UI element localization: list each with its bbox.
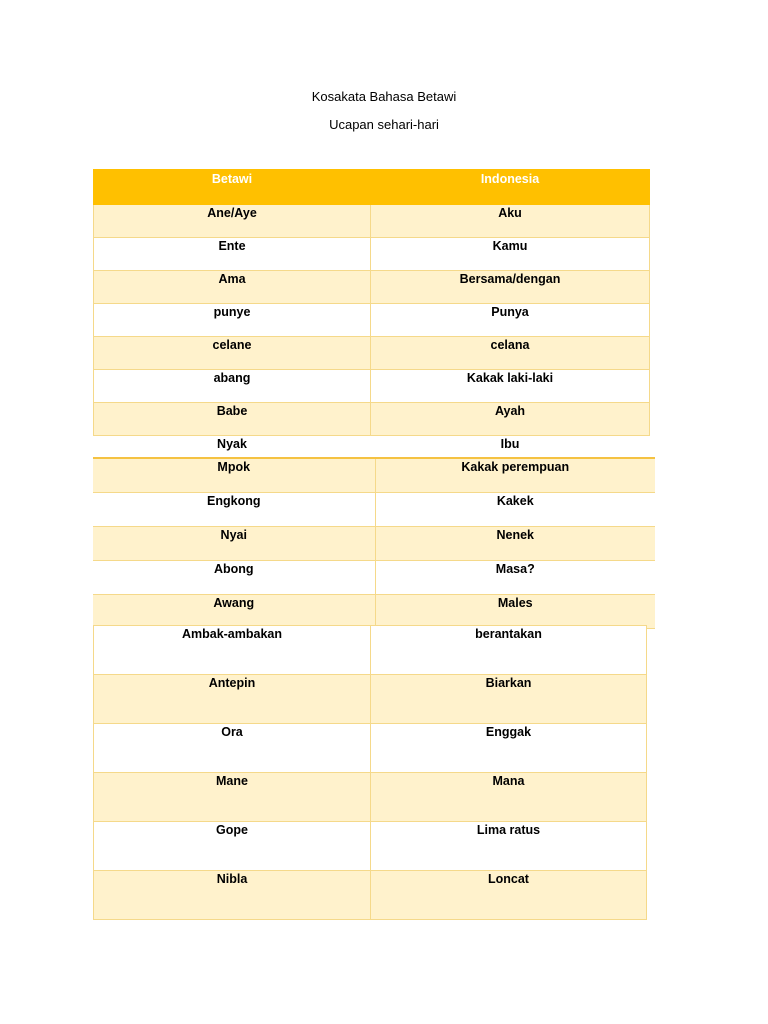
vocabulary-table-2 [93,457,655,629]
indonesia-cell: Kakak laki-laki [371,370,650,403]
table-row [93,527,655,561]
betawi-cell: Babe [94,403,371,436]
indonesia-cell: Lima ratus [371,822,647,871]
betawi-cell: Ambak-ambakan [94,626,371,675]
table-row [94,675,647,724]
table-row [94,403,650,436]
indonesia-cell: Punya [371,304,650,337]
betawi-cell: abang [94,370,371,403]
indonesia-cell: Bersama/dengan [371,271,650,304]
column-header-indonesia: Indonesia [371,170,650,205]
betawi-cell: Nyak [94,436,371,469]
table-row [93,493,655,527]
betawi-cell: celane [94,337,371,370]
indonesia-cell: Loncat [371,871,647,920]
betawi-cell: Mpok [93,458,375,493]
table-row [94,370,650,403]
table-row [94,337,650,370]
vocabulary-table-1 [93,169,650,468]
betawi-cell: Antepin [94,675,371,724]
indonesia-cell: Nenek [375,527,655,561]
indonesia-cell: Biarkan [371,675,647,724]
betawi-cell: Nyai [93,527,375,561]
indonesia-cell: Mana [371,773,647,822]
betawi-cell: Abong [93,561,375,595]
table-row [94,871,647,920]
betawi-cell: Awang [93,595,375,629]
betawi-cell: Ane/Aye [94,205,371,238]
indonesia-cell: Ayah [371,403,650,436]
table-row [93,458,655,493]
indonesia-cell: berantakan [371,626,647,675]
document-subtitle: Ucapan sehari-hari [329,117,439,132]
document-title: Kosakata Bahasa Betawi [311,89,457,104]
column-header-betawi: Betawi [94,170,371,205]
betawi-cell: Engkong [93,493,375,527]
indonesia-cell: Kakek [375,493,655,527]
table-row [94,304,650,337]
table-row [94,822,647,871]
betawi-cell: Ora [94,724,371,773]
indonesia-cell: Kamu [371,238,650,271]
vocabulary-table-3 [93,625,647,920]
indonesia-cell: Aku [371,205,650,238]
betawi-cell: punye [94,304,371,337]
table-row [94,271,650,304]
betawi-cell: Ente [94,238,371,271]
table-row [94,724,647,773]
indonesia-cell: Ibu [371,436,650,469]
indonesia-cell: celana [371,337,650,370]
betawi-cell: Gope [94,822,371,871]
table-row [93,595,655,629]
indonesia-cell: Kakak perempuan [375,458,655,493]
indonesia-cell: Males [375,595,655,629]
table-header-row [94,170,650,205]
table-row [94,626,647,675]
table-row [93,561,655,595]
betawi-cell: Mane [94,773,371,822]
indonesia-cell: Masa? [375,561,655,595]
table-row [94,238,650,271]
table-row [94,773,647,822]
indonesia-cell: Enggak [371,724,647,773]
betawi-cell: Ama [94,271,371,304]
betawi-cell: Nibla [94,871,371,920]
table-row [94,205,650,238]
